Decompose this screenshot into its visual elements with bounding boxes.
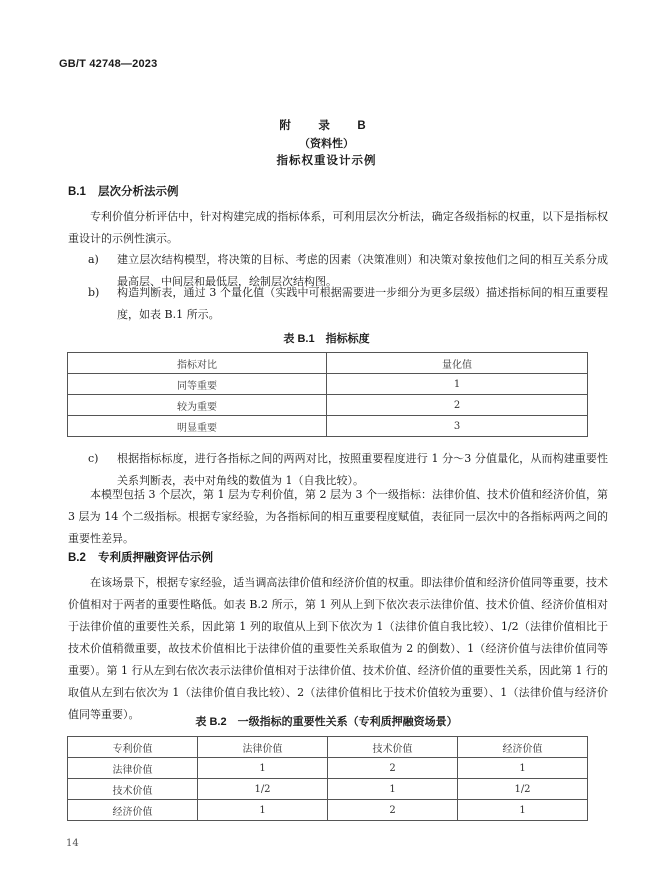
table-b1-caption: 表 B.1 指标标度 (283, 333, 370, 345)
table-cell: 2 (328, 800, 458, 821)
standard-number: GB/T 42748—2023 (59, 58, 158, 70)
section-number: B.2 (68, 552, 86, 564)
list-text: 构造判断表，通过 3 个量化值（实践中可根据需要进一步细分为更多层级）描述指标间的相互重要程度，如表 B.1 所示。 (117, 286, 608, 321)
list-text: 建立层次结构模型，将决策的目标、考虑的因素（决策准则）和决策对象按他们之间的相互关系分成最高层、中间层和最低层，绘制层次结构图。 (117, 253, 608, 288)
table-row (68, 374, 588, 395)
table-cell: 1/2 (198, 779, 328, 800)
section-b1-intro: 专利价值分析评估中，针对构建完成的指标体系，可利用层次分析法，确定各级指标的权重，以下是指标权重设计的示例性演示。 (68, 210, 608, 245)
section-b1-conclusion: 本模型包括 3 个层次，第 1 层为专利价值，第 2 层为 3 个一级指标：法律价值、技术价值和经济价值，第 3 层为 14 个二级指标。根据专家经验，为各指标间的相互重要程度赋值，表征同一层次中的各指标两两之间的重要性差异。 (68, 488, 608, 545)
table-row (68, 779, 588, 800)
table-row (68, 395, 588, 416)
list-marker: c) (88, 452, 99, 465)
table-cell: 2 (328, 758, 458, 779)
table-header-cell: 量化值 (327, 353, 588, 374)
table-cell: 1 (198, 758, 328, 779)
table-cell: 3 (327, 416, 588, 437)
table-header-cell: 法律价值 (198, 737, 328, 758)
table-cell: 1 (458, 800, 588, 821)
list-marker: b) (88, 286, 100, 299)
table-row (68, 758, 588, 779)
table-cell: 较为重要 (68, 395, 327, 416)
list-item-b (68, 282, 608, 326)
table-header-cell: 经济价值 (458, 737, 588, 758)
table-header-row (68, 353, 588, 374)
table-cell: 经济价值 (68, 800, 198, 821)
table-b2 (67, 736, 588, 821)
table-row (68, 800, 588, 821)
section-title: 层次分析法示例 (98, 186, 179, 198)
appendix-label: 附 录 B (279, 120, 374, 132)
section-number: B.1 (68, 186, 86, 198)
list-text: 根据指标标度，进行各指标之间的两两对比，按照重要程度进行 1 分～3 分值量化，从而构建重要性关系判断表，表中对角线的数值为 1（自我比较）。 (117, 452, 608, 487)
appendix-title: 指标权重设计示例 (276, 155, 377, 167)
table-header-cell: 专利价值 (68, 737, 198, 758)
appendix-type: （资料性） (299, 138, 354, 150)
table-cell: 法律价值 (68, 758, 198, 779)
table-cell: 技术价值 (68, 779, 198, 800)
table-cell: 1 (328, 779, 458, 800)
table-cell: 1 (327, 374, 588, 395)
section-b2-body: 在该场景下，根据专家经验，适当调高法律价值和经济价值的权重。即法律价值和经济价值同等重要，技术价值相对于两者的重要性略低。如表 B.2 所示，第 1 列从上到下依次表示法律价值、技术价值、经济价值相对于法律价值的重要性关系，因此第 1 列的取值从上到下依次为 1（法律价值自我比较）、1/2（法律价值相比于技术价值稍微重要，故技术价值相比于法律价值的重要性关系取值为 2 的倒数）、1（经济价值与法律价值同等重要）。第 1 行从左到右依次表示法律价值相对于法律价值、技术价值、经济价值的重要性关系，因此第 1 行的取值从左到右依次为 1（法律价值自我比较）、2（法律价值相比于技术价值较为重要）、1（法律价值与经济价值同等重要）。 (68, 576, 608, 721)
table-cell: 同等重要 (68, 374, 327, 395)
page-number: 14 (66, 838, 79, 849)
table-cell: 2 (327, 395, 588, 416)
table-b2-caption: 表 B.2 一级指标的重要性关系（专利质押融资场景） (195, 716, 458, 728)
table-row (68, 416, 588, 437)
table-b1 (67, 352, 588, 437)
section-title: 专利质押融资评估示例 (98, 552, 213, 564)
table-header-row (68, 737, 588, 758)
table-cell: 1/2 (458, 779, 588, 800)
table-cell: 明显重要 (68, 416, 327, 437)
table-header-cell: 技术价值 (328, 737, 458, 758)
table-cell: 1 (458, 758, 588, 779)
table-header-cell: 指标对比 (68, 353, 327, 374)
table-cell: 1 (198, 800, 328, 821)
section-b1-heading (68, 183, 179, 199)
list-marker: a) (88, 253, 99, 266)
section-b2-heading (68, 549, 213, 565)
